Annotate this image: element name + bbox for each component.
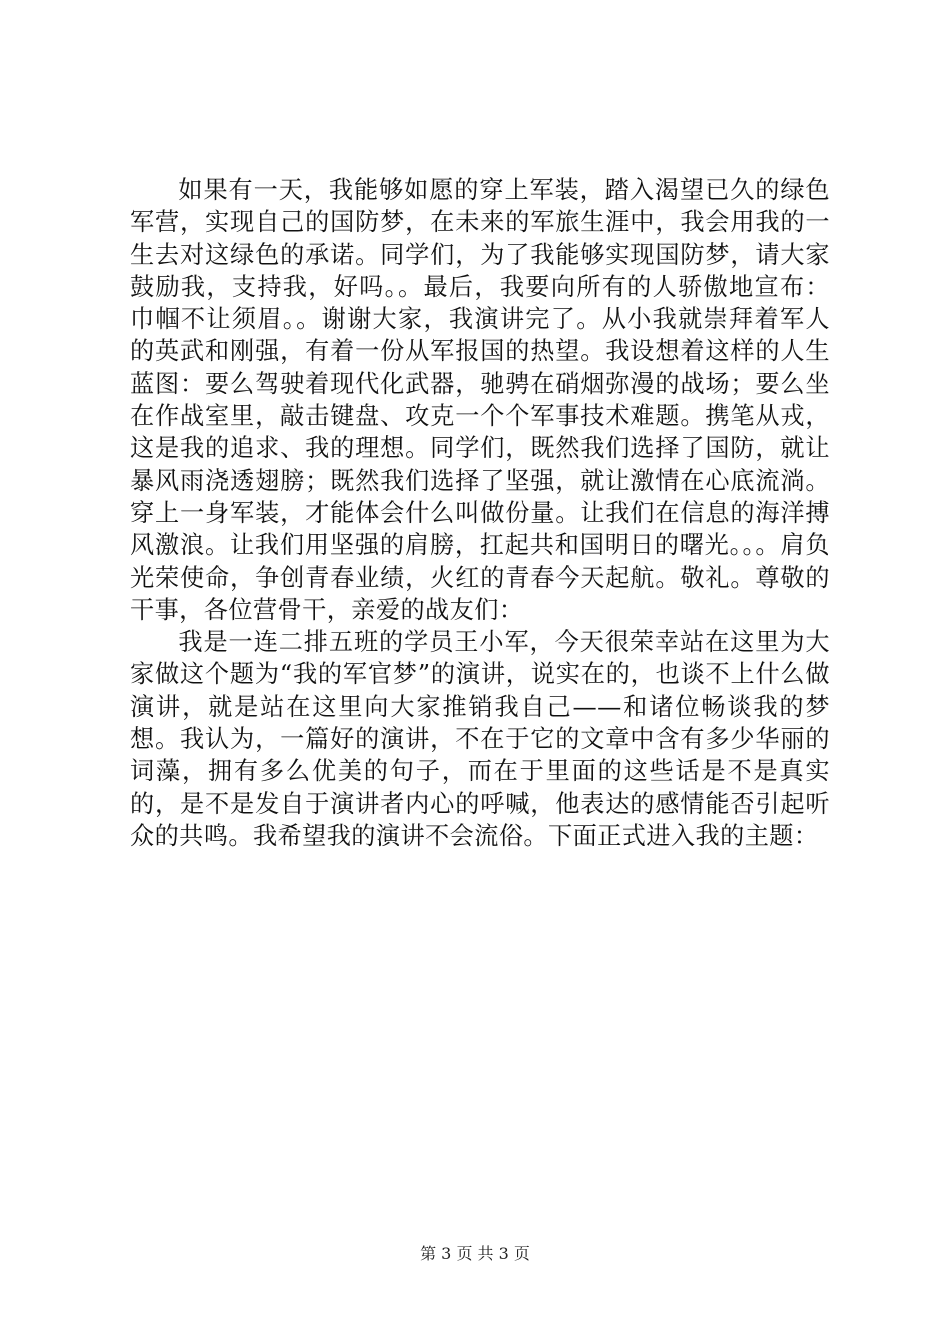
page-footer: 第 3 页 共 3 页 xyxy=(420,1244,530,1263)
paragraph-1: 如果有一天，我能够如愿的穿上军装，踏入渴望已久的绿色军营，实现自己的国防梦，在未来的军旅生涯中，我会用我的一生去对这绿色的承诺。同学们，为了我能够实现国防梦，请大家鼓励我，支持我，好吗。。最后，我要向所有的人骄傲地宣布：巾帼不让须眉。。谢谢大家，我演讲完了。从小我就崇拜着军人的英武和刚强，有着一份从军报国的热望。我设想着这样的人生蓝图：要么驾驶着现代化武器，驰骋在硝烟弥漫的战场；要么坐在作战室里，敲击键盘、攻克一个个军事技术难题。携笔从戎，这是我的追求、我的理想。同学们，既然我们选择了国防，就让暴风雨浇透翅膀；既然我们选择了坚强，就让激情在心底流淌。穿上一身军装，才能体会什么叫做份量。让我们在信息的海洋搏风激浪。让我们用坚强的肩膀，扛起共和国明日的曙光。。。肩负光荣使命，争创青春业绩，火红的青春今天起航。敬礼。尊敬的干事，各位营骨干，亲爱的战友们： xyxy=(130,176,830,624)
paragraph-2: 我是一连二排五班的学员王小军，今天很荣幸站在这里为大家做这个题为“我的军官梦”的演讲，说实在的，也谈不上什么做演讲，就是站在这里向大家推销我自己——和诸位畅谈我的梦想。我认为，一篇好的演讲，不在于它的文章中含有多少华丽的词藻，拥有多么优美的句子，而在于里面的这些话是不是真实的，是不是发自于演讲者内心的呼喊，他表达的感情能否引起听众的共鸣。我希望我的演讲不会流俗。下面正式进入我的主题： xyxy=(130,628,830,850)
document-body xyxy=(130,174,830,852)
